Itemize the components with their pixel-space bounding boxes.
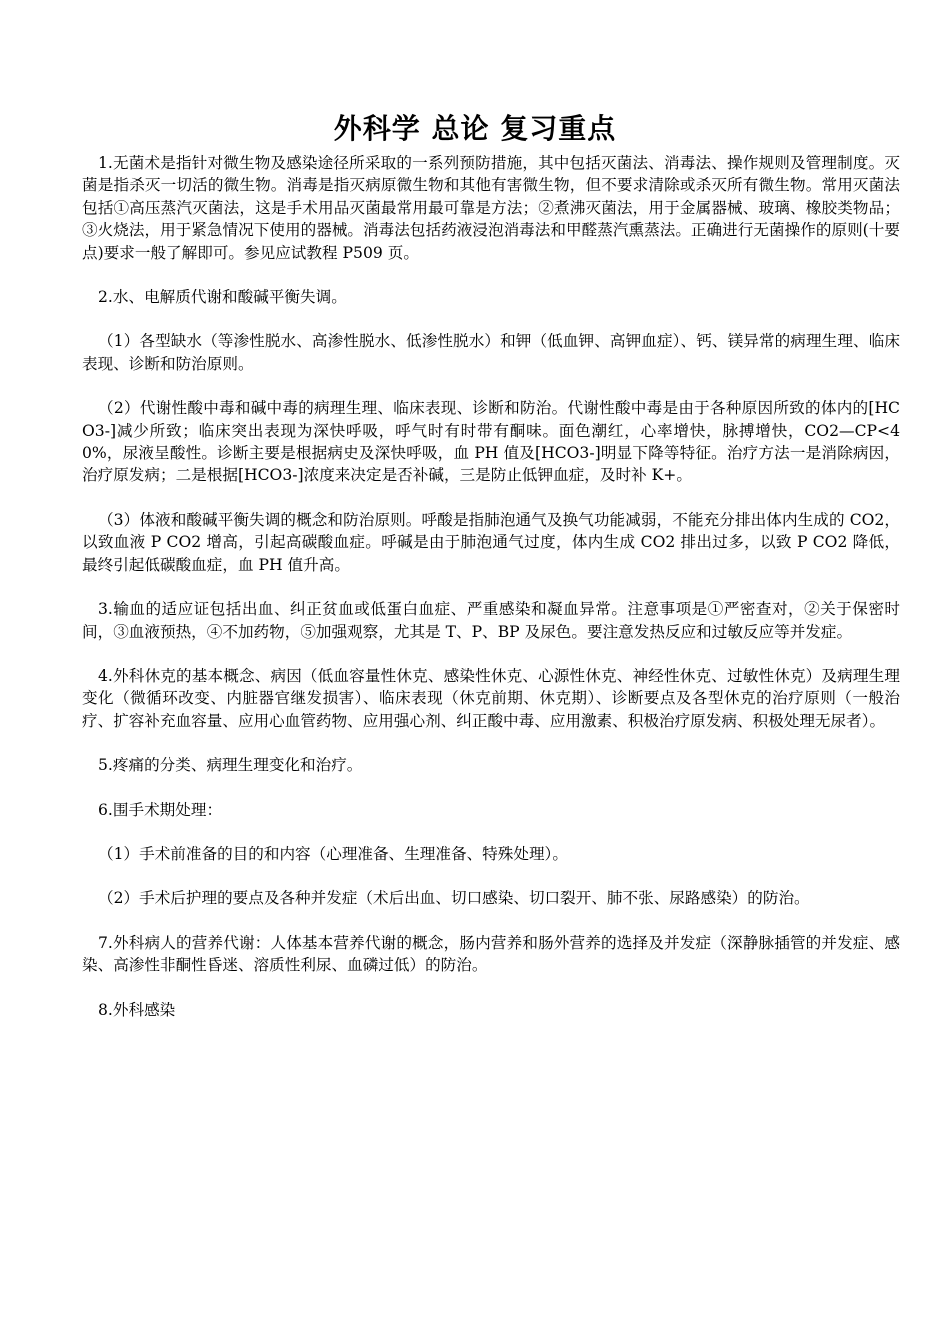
page-title: 外科学 总论 复习重点: [333, 111, 617, 145]
paragraph-pain: 5.疼痛的分类、病理生理变化和治疗。: [98, 756, 363, 775]
paragraph-surgical-shock: 4.外科休克的基本概念、病因（低血容量性休克、感染性休克、心源性休克、神经性休克、过敏性休克）及病理生理变化（微循环改变、内脏器官继发损害）、临床表现（休克前期、休克期）、诊断要点及各型休克的治疗原则（一般治疗、扩容补充血容量、应用心血管药物、应用强心剂、纠正酸中毒、应用激素、积极治疗原发病、积极处理无尿者）。: [82, 666, 900, 730]
paragraph-water-electrolyte-heading: 2.水、电解质代谢和酸碱平衡失调。: [98, 288, 347, 307]
paragraph-postoperative-care: （2）手术后护理的要点及各种并发症（术后出血、切口感染、切口裂开、肺不张、尿路感染）的防治。: [98, 889, 810, 908]
paragraph-acid-base-balance: （3）体液和酸碱平衡失调的概念和防治原则。呼酸是指肺泡通气及换气功能减弱，不能充分排出体内生成的 CO2，以致血液 P CO2 增高，引起高碳酸血症。呼碱是由于肺泡通气过度，体内生成 CO2 排出过多，以致 P CO2 降低，最终引起低碳酸血症，血 PH 值升高。: [82, 510, 900, 574]
paragraph-aseptic-technique: 1.无菌术是指针对微生物及感染途径所采取的一系列预防措施，其中包括灭菌法、消毒法、操作规则及管理制度。灭菌是指杀灭一切活的微生物。消毒是指灭病原微生物和其他有害微生物，但不要求清除或杀灭所有微生物。常用灭菌法包括①高压蒸汽灭菌法，这是手术用品灭菌最常用最可靠是方法；②煮沸灭菌法，用于金属器械、玻璃、橡胶类物品；③火烧法，用于紧急情况下使用的器械。消毒法包括药液浸泡消毒法和甲醛蒸汽熏蒸法。正确进行无菌操作的原则(十要点)要求一般了解即可。参见应试教程 P509 页。: [82, 154, 900, 262]
paragraph-metabolic-acidosis: （2）代谢性酸中毒和碱中毒的病理生理、临床表现、诊断和防治。代谢性酸中毒是由于各种原因所致的体内的[HCO3-]减少所致；临床突出表现为深快呼吸，呼气时有时带有酮味。面色潮红，心率增快，脉搏增快，CO2—CP<40%，尿液呈酸性。诊断主要是根据病史及深快呼吸，血 PH 值及[HCO3-]明显下降等特征。治疗方法一是消除病因，治疗原发病；二是根据[HCO3-]浓度来决定是否补碱，三是防止低钾血症，及时补 K+。: [82, 399, 900, 485]
paragraph-blood-transfusion: 3.输血的适应证包括出血、纠正贫血或低蛋白血症、严重感染和凝血异常。注意事项是①严密查对，②关于保密时间，③血液预热，④不加药物，⑤加强观察，尤其是 T、P、BP 及尿色。要注意发热反应和过敏反应等并发症。: [82, 600, 900, 641]
paragraph-perioperative-heading: 6.围手术期处理：: [98, 800, 223, 819]
paragraph-dehydration-types: （1）各型缺水（等渗性脱水、高渗性脱水、低渗性脱水）和钾（低血钾、高钾血症）、钙、镁异常的病理生理、临床表现、诊断和防治原则。: [82, 332, 900, 373]
document-body: [82, 152, 900, 1043]
paragraph-surgical-infection: 8.外科感染: [98, 1000, 176, 1019]
paragraph-nutrition: 7.外科病人的营养代谢：人体基本营养代谢的概念，肠内营养和肠外营养的选择及并发症（深静脉插管的并发症、感染、高渗性非酮性昏迷、溶质性利尿、血磷过低）的防治。: [82, 933, 900, 975]
paragraph-preoperative-prep: （1）手术前准备的目的和内容（心理准备、生理准备、特殊处理）。: [98, 844, 568, 863]
